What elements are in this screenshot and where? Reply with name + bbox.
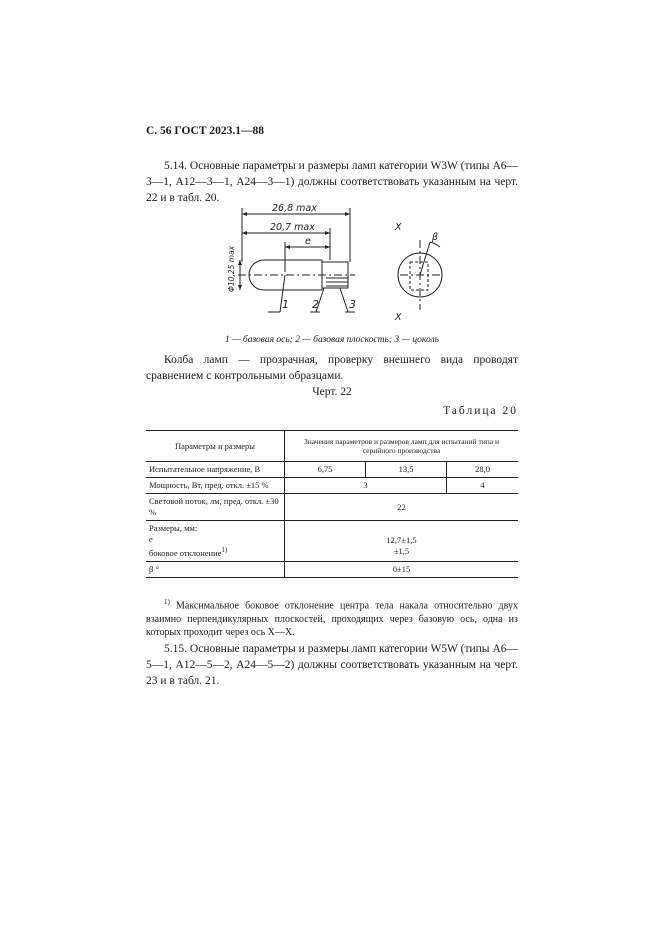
dims-values-cell (285, 521, 519, 562)
voltage-3: 28,0 (447, 462, 519, 478)
dim-diameter-label: Φ10,25 max (227, 245, 236, 292)
footnote (146, 596, 518, 640)
dims-label: Размеры, мм: (149, 523, 198, 533)
paragraph-5-15: 5.15. Основные параметры и размеры ламп категории W5W (типы А6—5—1, А12—5—2, А24—5—2) должны соответствовать указанным на черт. 23 и в табл. 21. (146, 643, 518, 687)
label-1: 1 (282, 298, 289, 311)
axis-x-bottom: X (395, 312, 402, 323)
dims-lateral-sup: 1) (221, 546, 228, 554)
page-header: С. 56 ГОСТ 2023.1—88 (146, 125, 265, 137)
voltage-2: 13,5 (366, 462, 447, 478)
dims-label-cell (146, 521, 285, 562)
dims-lateral-value: ±1,5 (393, 546, 410, 557)
dims-e-value: 12,7±1,5 (386, 535, 417, 546)
power-1: 3 (285, 478, 447, 494)
dims-lateral: боковое отклонение (149, 547, 222, 558)
power-label: Мощность, Вт, пред. откл. ±15 % (146, 478, 285, 494)
dim-e-label: e (305, 236, 311, 247)
flux-label: Световой поток, лм, пред. откл. ±30 % (146, 494, 285, 521)
voltage-label: Испытательное напряжение, В (146, 462, 285, 478)
footnote-text: Максимальное боковое отклонение центра тела накала относительно двух взаимно перпендикулярных плоскостей, проходящих через базовую ось, одна из которых проходит через ось X—X. (146, 600, 519, 639)
header-values: Значения параметров и размеров ламп для испытаний типа и серийного производства (285, 431, 519, 462)
end-view-base (410, 262, 428, 290)
beta-row-value: 0±15 (285, 561, 519, 577)
footnote-sup: 1) (164, 598, 170, 606)
lamp-drawing (227, 200, 460, 323)
header-param: Параметры и размеры (146, 431, 285, 462)
figure-caption: 1 — базовая ось; 2 — базовая плоскость; 3 — цоколь (224, 335, 439, 345)
dims-e: e (149, 534, 153, 544)
dim-overall-label: 26,8 max (272, 203, 317, 214)
paragraph-5-14: 5.14. Основные параметры и размеры ламп категории W3W (типы А6—3—1, А12—3—1, А24—3—1) должны соответствовать указанным на черт. 22 и в табл. 20. (146, 160, 518, 204)
axis-x-top: X (395, 222, 402, 233)
figure-label: Черт. 22 (312, 386, 352, 398)
power-2: 4 (447, 478, 519, 494)
beta-row-label: β ° (146, 561, 285, 577)
label-3: 3 (349, 298, 356, 311)
dim-bulb-label: 20,7 max (270, 222, 315, 233)
voltage-1: 6,75 (285, 462, 366, 478)
table-title: Таблица 20 (443, 405, 518, 417)
paragraph-bulb: Колба ламп — прозрачная, проверку внешнего вида проводят сравнением с контрольными образцами. (146, 354, 518, 382)
beta-label: β (432, 232, 439, 243)
parameters-table (146, 430, 518, 578)
flux-value: 22 (285, 494, 519, 521)
label-2: 2 (312, 298, 319, 311)
